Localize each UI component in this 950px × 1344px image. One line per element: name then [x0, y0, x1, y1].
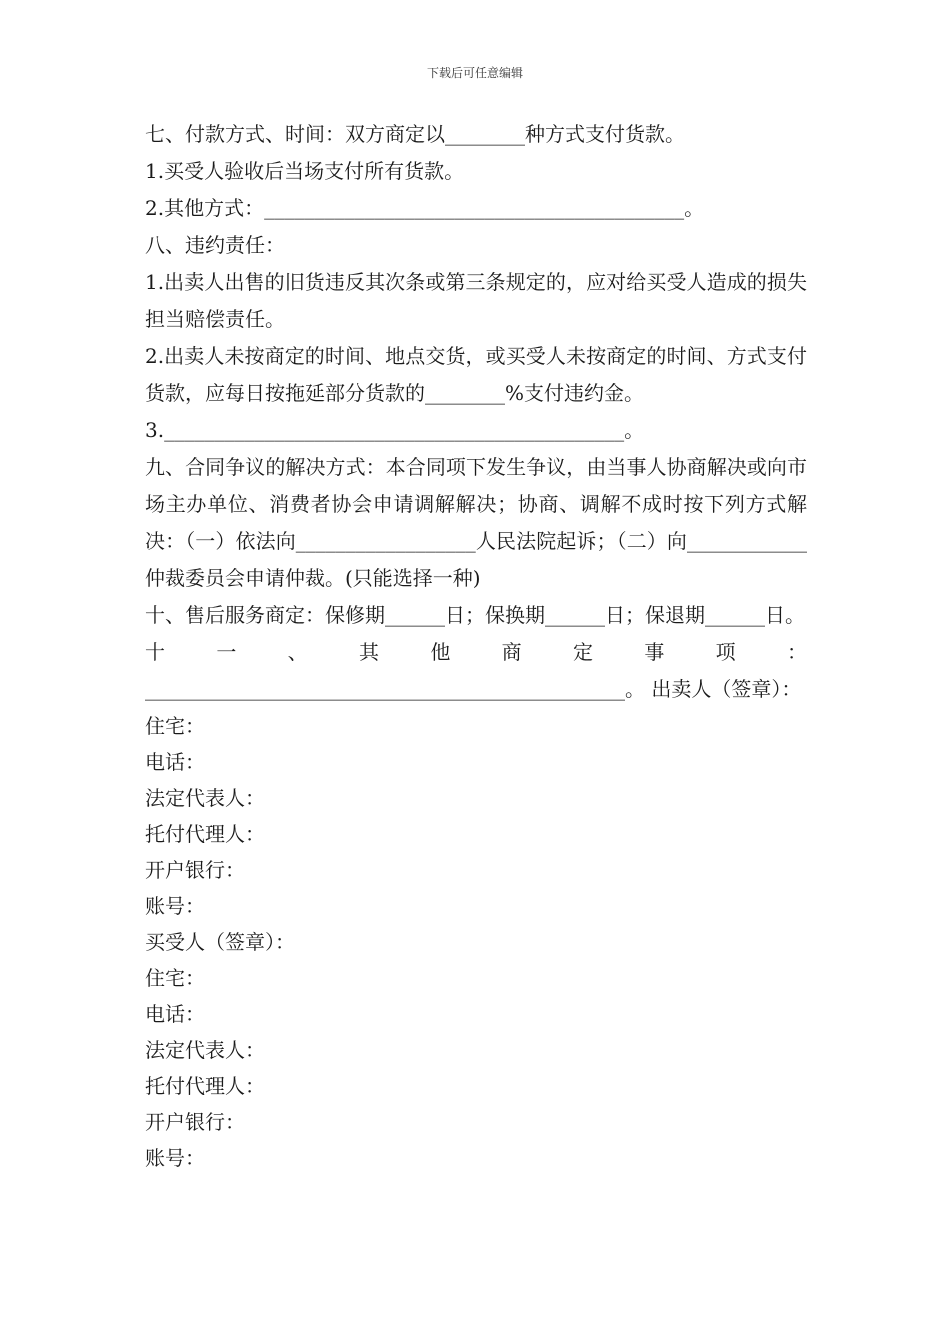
buyer-phone: 电话：: [145, 1002, 205, 1026]
seller-bank: 开户银行：: [145, 858, 245, 882]
buyer-address: 住宅：: [145, 966, 205, 990]
buyer-agent: 托付代理人：: [145, 1074, 265, 1098]
seller-account: 账号：: [145, 894, 205, 918]
section-7-item-2: 2.其他方式：__________________________________________。: [145, 196, 705, 220]
buyer-title: 买受人（签章）：: [145, 930, 295, 954]
seller-agent: 托付代理人：: [145, 822, 265, 846]
section-8-item-3: 3.______________________________________________。: [145, 418, 645, 442]
section-9-dispute-resolution: 九、合同争议的解决方式：本合同项下发生争议，由当事人协商解决或向市场主办单位、消费者协会申请调解解决；协商、调解不成时按下列方式解决：（一）依法向__________________人民法院起诉；（二）向____________仲裁委员会申请仲裁。(只能选择一种): [145, 455, 807, 590]
seller-phone: 电话：: [145, 750, 205, 774]
contract-body: [145, 116, 807, 1176]
buyer-account: 账号：: [145, 1146, 205, 1170]
seller-legal-rep: 法定代表人：: [145, 786, 265, 810]
section-8-item-1: 1.出卖人出售的旧货违反其次条或第三条规定的，应对给买受人造成的损失担当赔偿责任。: [145, 270, 807, 331]
section-8-title: 八、违约责任：: [145, 233, 285, 257]
section-10-after-sales: 十、售后服务商定：保修期______日；保换期______日；保退期______日。: [145, 603, 805, 627]
section-7-title: 七、付款方式、时间：双方商定以________种方式支付货款。: [145, 122, 685, 146]
section-11-other-terms: 十一、其他商定事项：________________________________________________。 出卖人（签章）：: [145, 640, 807, 701]
seller-address: 住宅：: [145, 714, 205, 738]
section-7-item-1: 1.买受人验收后当场支付所有货款。: [145, 159, 465, 183]
page-header: 下载后可任意编辑: [426, 66, 523, 80]
section-8-item-2: 2.出卖人未按商定的时间、地点交货，或买受人未按商定的时间、方式支付货款，应每日按拖延部分货款的________%支付违约金。: [145, 344, 807, 405]
buyer-bank: 开户银行：: [145, 1110, 245, 1134]
buyer-legal-rep: 法定代表人：: [145, 1038, 265, 1062]
